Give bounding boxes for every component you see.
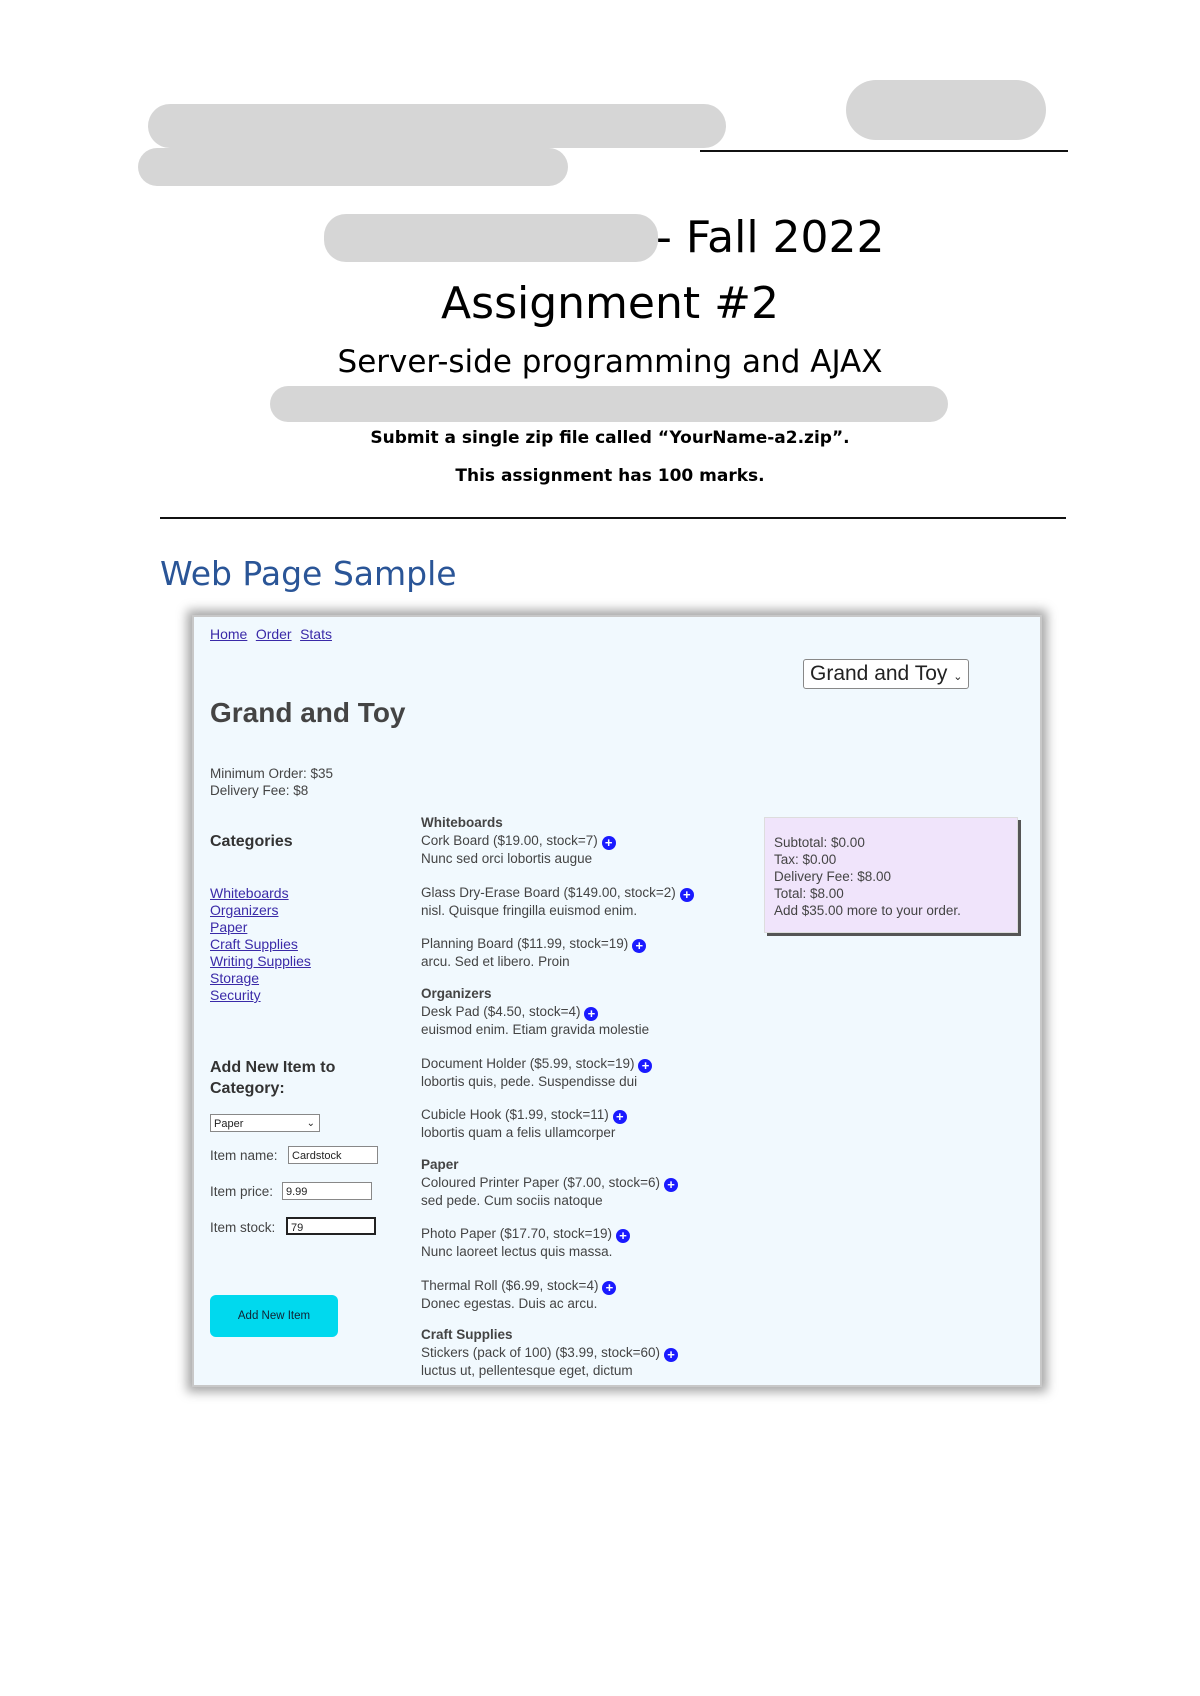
assignment-subtitle: Server-side programming and AJAX (337, 344, 883, 380)
summary-tax: Tax: $0.00 (774, 852, 837, 867)
item-name-input[interactable]: Cardstock (288, 1146, 378, 1164)
marks-note: This assignment has 100 marks. (455, 466, 765, 486)
section-rule (160, 517, 1066, 519)
section-title: Web Page Sample (160, 554, 457, 593)
list-item: Coloured Printer Paper ($7.00, stock=6) + sed pede. Cum sociis natoque (421, 1174, 678, 1209)
redacted-block (138, 148, 568, 186)
item-price-input[interactable]: 9.99 (282, 1182, 372, 1200)
add-category-select[interactable]: Paper ⌄ (210, 1114, 320, 1132)
category-link[interactable]: Whiteboards (210, 885, 289, 901)
category-link[interactable]: Paper (210, 919, 248, 935)
list-item: Planning Board ($11.99, stock=19) + arcu. Sed et libero. Proin (421, 935, 646, 970)
list-item: Cubicle Hook ($1.99, stock=11) + lobortis quam a felis ullamcorper (421, 1106, 627, 1141)
category-link[interactable]: Security (210, 987, 261, 1003)
add-item-title: Add New Item to Category: (210, 1059, 336, 1097)
add-to-order-icon[interactable]: + (664, 1348, 678, 1362)
submit-note: Submit a single zip file called “YourName-a2.zip”. (370, 428, 850, 448)
redacted-due-date (270, 386, 948, 422)
item-price-label: Item price: (210, 1184, 274, 1199)
group-heading: Craft Supplies (421, 1327, 513, 1342)
store-info (210, 765, 333, 799)
summary-note: Add $35.00 more to your order. (774, 903, 961, 918)
category-link[interactable]: Writing Supplies (210, 953, 311, 969)
categories-title: Categories (210, 833, 293, 850)
add-to-order-icon[interactable]: + (664, 1178, 678, 1192)
list-item: Document Holder ($5.99, stock=19) + lobortis quis, pede. Suspendisse dui (421, 1055, 652, 1090)
item-stock-label: Item stock: (210, 1220, 276, 1235)
nav-order-link[interactable]: Order (255, 626, 292, 642)
add-to-order-icon[interactable]: + (584, 1007, 598, 1021)
summary-delivery: Delivery Fee: $8.00 (774, 869, 892, 884)
list-item: Stickers (pack of 100) ($3.99, stock=60) + luctus ut, pellentesque eget, dictum (421, 1344, 678, 1379)
add-to-order-icon[interactable]: + (616, 1229, 630, 1243)
list-item: Thermal Roll ($6.99, stock=4) + Donec egestas. Duis ac arcu. (421, 1277, 616, 1312)
item-stock-input[interactable]: 79 (286, 1217, 376, 1235)
chevron-down-icon: ⌄ (953, 671, 963, 683)
assignment-title: Assignment #2 (441, 278, 779, 329)
term-title: - Fall 2022 (656, 212, 885, 263)
list-item: Desk Pad ($4.50, stock=4) + euismod enim. Etiam gravida molestie (421, 1004, 650, 1037)
add-to-order-icon[interactable]: + (613, 1110, 627, 1124)
list-item: Cork Board ($19.00, stock=7) + Nunc sed orci lobortis augue (421, 832, 616, 867)
group-heading: Whiteboards (421, 815, 503, 830)
nav-bar (210, 626, 336, 644)
add-to-order-icon[interactable]: + (638, 1059, 652, 1073)
order-summary (764, 817, 1018, 933)
summary-total: Total: $8.00 (774, 886, 844, 901)
list-item: Photo Paper ($17.70, stock=19) + Nunc laoreet lectus quis massa. (421, 1225, 630, 1260)
list-item: Glass Dry-Erase Board ($149.00, stock=2) + nisl. Quisque fringilla euismod enim. (421, 884, 694, 919)
header-rule (700, 150, 1068, 152)
redacted-block (846, 80, 1046, 140)
store-select[interactable] (803, 659, 969, 689)
category-link[interactable]: Storage (210, 970, 260, 986)
category-link[interactable]: Organizers (210, 902, 279, 918)
min-order: Minimum Order: $35 (210, 766, 334, 781)
add-to-order-icon[interactable]: + (602, 1281, 616, 1295)
group-heading: Paper (421, 1157, 459, 1172)
redacted-block (148, 104, 726, 148)
delivery-fee: Delivery Fee: $8 (210, 783, 309, 798)
item-name-label: Item name: (210, 1148, 278, 1163)
add-to-order-icon[interactable]: + (680, 888, 694, 902)
add-to-order-icon[interactable]: + (602, 836, 616, 850)
redacted-course-name (324, 214, 658, 262)
category-link[interactable]: Craft Supplies (210, 936, 298, 952)
category-list (210, 885, 311, 1004)
web-page-sample (192, 615, 1042, 1387)
nav-home-link[interactable]: Home (210, 626, 248, 642)
summary-subtotal: Subtotal: $0.00 (774, 835, 865, 850)
store-select-value: Grand and Toy (810, 662, 948, 685)
group-heading: Organizers (421, 986, 492, 1001)
nav-stats-link[interactable]: Stats (300, 626, 332, 642)
add-to-order-icon[interactable]: + (632, 939, 646, 953)
store-name: Grand and Toy (210, 697, 406, 728)
chevron-down-icon: ⌄ (306, 1118, 315, 1129)
add-new-item-button[interactable]: Add New Item (210, 1295, 338, 1337)
